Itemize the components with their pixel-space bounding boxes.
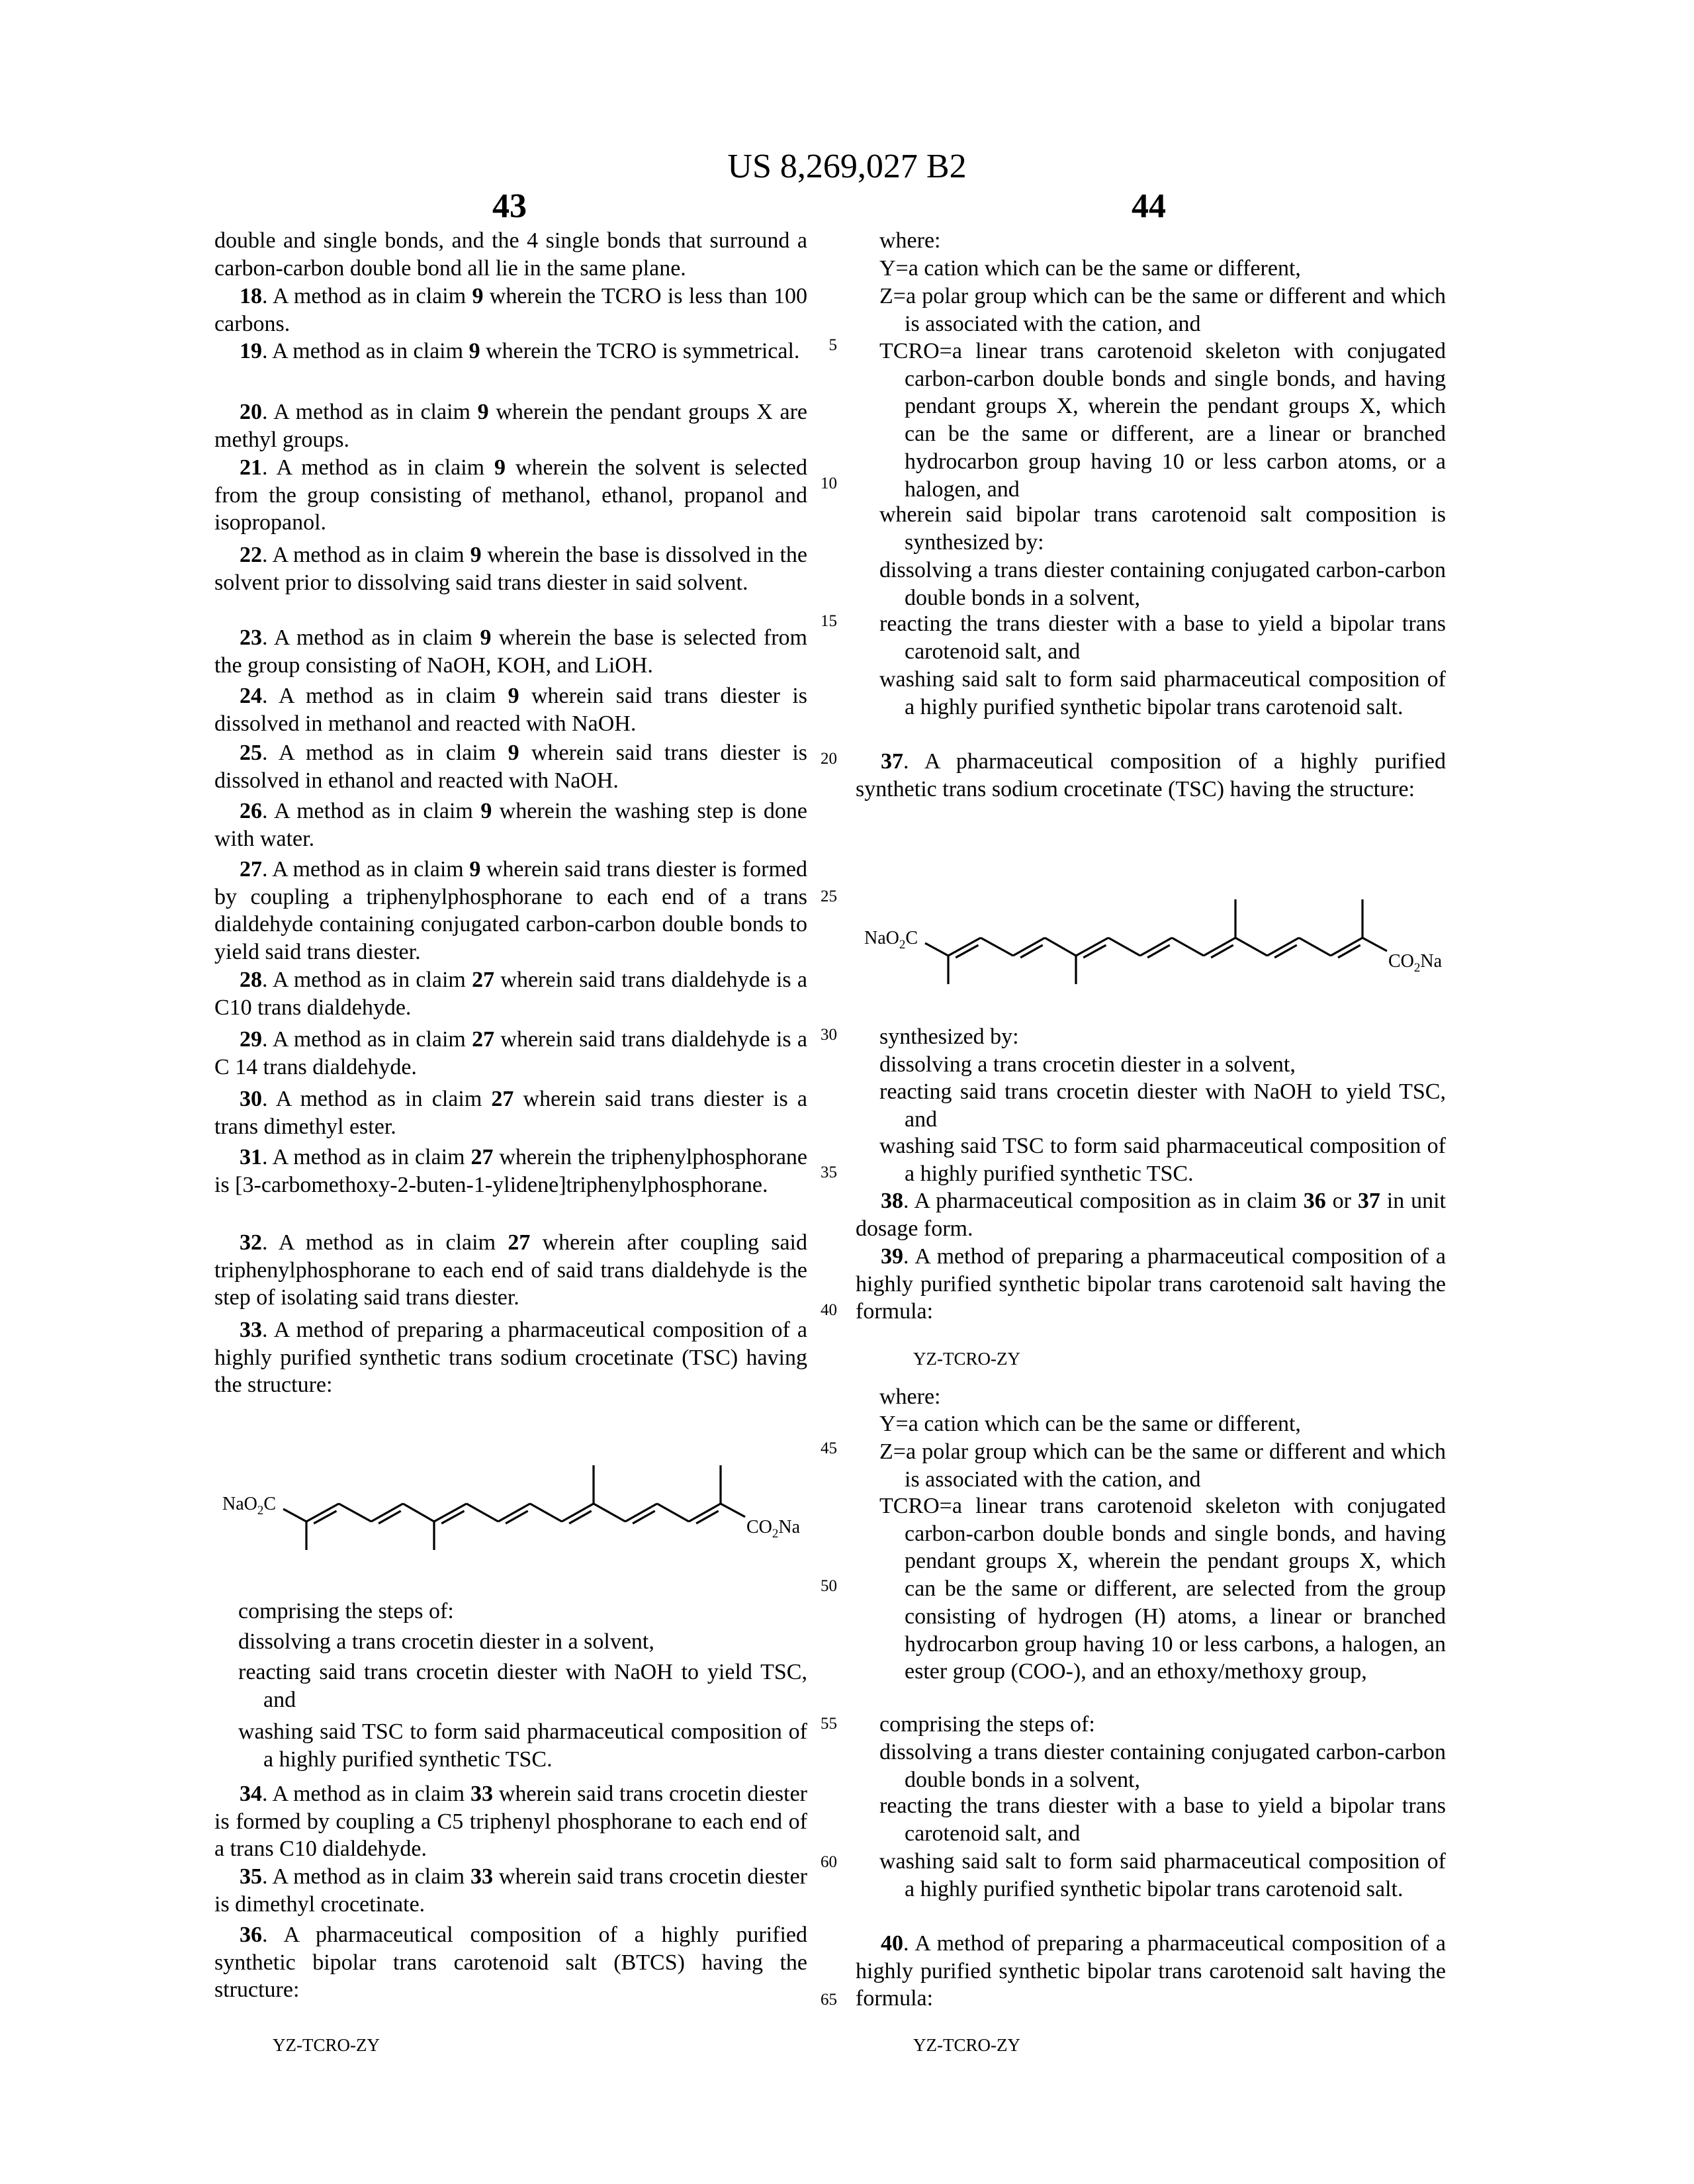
subscript: 2 bbox=[899, 938, 906, 952]
paragraph bbox=[856, 1438, 1446, 1493]
claim-text: . A method of preparing a pharmaceutical composition of a highly purified synthetic bipolar trans carotenoid salt having the formula: bbox=[856, 1931, 1446, 2011]
double-bond-inner bbox=[1020, 945, 1043, 958]
claim-text: wherein the TCRO is less than 100 carbons. bbox=[214, 284, 807, 336]
double-bond-inner bbox=[1147, 945, 1170, 958]
line-number: 30 bbox=[804, 1026, 837, 1044]
claim-text: reacting the trans diester with a base to yield a bipolar trans carotenoid salt, and bbox=[879, 612, 1446, 664]
paragraph bbox=[856, 1410, 1446, 1438]
claim-number: 20 bbox=[240, 400, 262, 424]
claim-24 bbox=[214, 682, 807, 737]
claim-text: . A method as in claim bbox=[262, 799, 480, 823]
claim-text: wherein the base is selected from the group consisting of NaOH, KOH, and LiOH. bbox=[214, 625, 807, 678]
label-part: C bbox=[263, 1494, 276, 1514]
claim-text: . A method as in claim bbox=[262, 1145, 471, 1169]
claim-text: YZ-TCRO-ZY bbox=[913, 1349, 1020, 1369]
claim-text: washing said salt to form said pharmaceutical composition of a highly purified synthetic bipolar trans carotenoid salt. bbox=[879, 1849, 1446, 1901]
left-page-number: 43 bbox=[443, 187, 576, 226]
paragraph bbox=[856, 1051, 1446, 1079]
claim-reference: 33 bbox=[470, 1782, 493, 1806]
claim-number: 38 bbox=[881, 1189, 903, 1213]
claim-text: wherein after coupling said triphenylphosphorane to each end of said trans dialdehyde is the step of isolating said trans diester. bbox=[214, 1230, 807, 1310]
claim-reference: 9 bbox=[494, 455, 506, 480]
formula bbox=[913, 1345, 1020, 1373]
claim-text: YZ-TCRO-ZY bbox=[913, 2035, 1020, 2055]
claim-reference: 27 bbox=[471, 1145, 494, 1169]
paragraph bbox=[856, 1383, 1446, 1411]
claim-text: dissolving a trans diester containing conjugated carbon-carbon double bonds in a solvent, bbox=[879, 1740, 1446, 1792]
double-bond-inner bbox=[956, 945, 978, 958]
tsc-structure-right bbox=[854, 877, 1449, 986]
line-number: 45 bbox=[804, 1439, 837, 1458]
label-part: NaO bbox=[222, 1494, 257, 1514]
claim-34 bbox=[214, 1780, 807, 1863]
single-bond bbox=[339, 1504, 371, 1522]
claim-text: wherein said bipolar trans carotenoid salt composition is synthesized by: bbox=[879, 502, 1446, 555]
label-part: CO bbox=[1388, 951, 1414, 972]
paragraph bbox=[214, 1628, 807, 1656]
right-carboxylate-label bbox=[1388, 951, 1443, 975]
paragraph bbox=[856, 1711, 1446, 1739]
claim-number: 35 bbox=[240, 1864, 262, 1889]
claim-text: . A method as in claim bbox=[262, 857, 469, 882]
claim-text: in unit dosage form. bbox=[856, 1189, 1446, 1241]
double-bond-inner bbox=[506, 1511, 528, 1524]
claim-reference: 9 bbox=[478, 400, 489, 424]
paragraph bbox=[856, 283, 1446, 338]
single-bond bbox=[594, 1504, 625, 1522]
claim-text: . A method as in claim bbox=[262, 968, 472, 992]
claim-37 bbox=[856, 748, 1446, 803]
claim-text: wherein said trans diester is dissolved in methanol and reacted with NaOH. bbox=[214, 684, 807, 736]
claim-text: wherein said trans crocetin diester is dimethyl crocetinate. bbox=[214, 1864, 807, 1917]
claim-22 bbox=[214, 541, 807, 596]
claim-text: . A method as in claim bbox=[262, 543, 470, 567]
claim-reference: 9 bbox=[480, 625, 491, 650]
claim-text: washing said TSC to form said pharmaceutical composition of a highly purified synthetic TSC. bbox=[238, 1719, 807, 1772]
claim-number: 30 bbox=[240, 1087, 262, 1111]
double-bond-inner bbox=[1211, 945, 1233, 958]
line-number: 50 bbox=[804, 1577, 837, 1596]
claim-text: reacting said trans crocetin diester with NaOH to yield TSC, and bbox=[879, 1079, 1446, 1132]
claim-text: TCRO=a linear trans carotenoid skeleton with conjugated carbon-carbon double bonds and single bonds, and having pendant groups X, wherein the pendant groups X, which can be the same or different, are a linear or branched hydrocarbon group having 10 or less carbon atoms, or a halogen, and bbox=[879, 339, 1446, 502]
paragraph bbox=[856, 227, 1446, 255]
label-part: NaO bbox=[864, 928, 899, 948]
double-bond-inner bbox=[569, 1511, 592, 1524]
claim-text: YZ-TCRO-ZY bbox=[273, 2035, 380, 2055]
claim-28 bbox=[214, 966, 807, 1021]
single-bond bbox=[1045, 938, 1076, 956]
claim-text: . A method as in claim bbox=[262, 284, 472, 308]
paragraph bbox=[214, 1659, 807, 1713]
line-number: 55 bbox=[804, 1715, 837, 1733]
claim-number: 37 bbox=[881, 749, 903, 774]
label-part: Na bbox=[778, 1517, 800, 1537]
single-bond bbox=[1235, 938, 1267, 956]
paragraph bbox=[856, 1132, 1446, 1187]
line-number: 40 bbox=[804, 1301, 837, 1320]
single-bond bbox=[283, 1509, 306, 1522]
claim-36 bbox=[214, 1921, 807, 2004]
claim-19 bbox=[214, 338, 807, 365]
claim-text: comprising the steps of: bbox=[879, 1712, 1095, 1737]
claim-text: wherein said trans dialdehyde is a C10 trans dialdehyde. bbox=[214, 968, 807, 1020]
line-number: 20 bbox=[804, 750, 837, 768]
claim-27 bbox=[214, 856, 807, 966]
claim-text: wherein the solvent is selected from the group consisting of methanol, ethanol, propanol and isopropanol. bbox=[214, 455, 807, 535]
claim-reference: 9 bbox=[469, 339, 480, 363]
crocetinate-skeleton bbox=[212, 1443, 807, 1552]
claim-reference: 27 bbox=[472, 968, 494, 992]
single-bond bbox=[657, 1504, 689, 1522]
double-bond-inner bbox=[314, 1511, 336, 1524]
claim-number: 26 bbox=[240, 799, 262, 823]
claim-text: washing said salt to form said pharmaceutical composition of a highly purified synthetic bipolar trans carotenoid salt. bbox=[879, 667, 1446, 719]
claim-number: 21 bbox=[240, 455, 262, 480]
claim-text: wherein said trans dialdehyde is a C 14 trans dialdehyde. bbox=[214, 1027, 807, 1079]
single-bond bbox=[925, 943, 948, 956]
claim-reference: 9 bbox=[472, 284, 483, 308]
claim-text: . A method as in claim bbox=[262, 625, 480, 650]
paragraph bbox=[856, 1492, 1446, 1686]
claim-reference: 9 bbox=[470, 543, 482, 567]
line-number: 5 bbox=[804, 336, 837, 355]
claim-number: 24 bbox=[240, 684, 262, 708]
tsc-structure-left bbox=[212, 1443, 807, 1552]
claim-text: wherein the TCRO is symmetrical. bbox=[480, 339, 800, 363]
claim-text: Y=a cation which can be the same or different, bbox=[879, 256, 1301, 281]
claim-number: 25 bbox=[240, 741, 262, 765]
double-bond-inner bbox=[1338, 945, 1360, 958]
patent-number: US 8,269,027 B2 bbox=[0, 147, 1694, 186]
paragraph bbox=[856, 610, 1446, 665]
paragraph bbox=[856, 1078, 1446, 1133]
claim-text: or bbox=[1326, 1189, 1358, 1213]
claim-26 bbox=[214, 797, 807, 852]
double-bond-inner bbox=[379, 1511, 401, 1524]
claim-text: synthesized by: bbox=[879, 1024, 1019, 1049]
claim-number: 36 bbox=[240, 1923, 262, 1947]
claim-text: wherein said trans diester is formed by coupling a triphenylphosphorane to each end of a trans dialdehyde containing conjugated carbon-carbon double bonds to yield said trans diester. bbox=[214, 857, 807, 964]
paragraph bbox=[856, 1848, 1446, 1903]
paragraph bbox=[856, 338, 1446, 503]
claim-text: wherein the base is dissolved in the solvent prior to dissolving said trans diester in said solvent. bbox=[214, 543, 807, 595]
claim-reference: 33 bbox=[470, 1864, 493, 1889]
claim-text: . A method as in claim bbox=[262, 1027, 472, 1052]
claim-18 bbox=[214, 283, 807, 338]
claim-reference: 36 bbox=[1304, 1189, 1326, 1213]
claim-text: where: bbox=[879, 228, 941, 253]
claim-text: . A method of preparing a pharmaceutical composition of a highly purified synthetic bipolar trans carotenoid salt having the formula: bbox=[856, 1244, 1446, 1324]
paragraph bbox=[856, 1739, 1446, 1794]
claim-reference: 37 bbox=[1358, 1189, 1380, 1213]
claim-text: wherein said trans diester is dissolved in ethanol and reacted with NaOH. bbox=[214, 741, 807, 793]
claim-text: comprising the steps of: bbox=[238, 1599, 454, 1623]
paragraph bbox=[856, 501, 1446, 556]
formula bbox=[273, 2032, 380, 2060]
claim-text: . A method as in claim bbox=[262, 1087, 491, 1111]
claim-text: wherein the triphenylphosphorane is [3-carbomethoxy-2-buten-1-ylidene]triphenylphosphorane. bbox=[214, 1145, 807, 1197]
claim-text: . A pharmaceutical composition as in claim bbox=[903, 1189, 1304, 1213]
double-bond-inner bbox=[1083, 945, 1106, 958]
claim-text: dissolving a trans crocetin diester in a solvent, bbox=[879, 1052, 1296, 1077]
claim-text: wherein the pendant groups X are methyl groups. bbox=[214, 400, 807, 452]
claim-number: 34 bbox=[240, 1782, 262, 1806]
claim-text: . A method as in claim bbox=[262, 1782, 470, 1806]
claim-38 bbox=[856, 1187, 1446, 1242]
right-carboxylate-label bbox=[746, 1517, 801, 1541]
claim-text: Z=a polar group which can be the same or different and which is associated with the cation, and bbox=[879, 1439, 1446, 1492]
line-number: 25 bbox=[804, 887, 837, 906]
claim-reference: 9 bbox=[480, 799, 492, 823]
claim-text: . A method as in claim bbox=[262, 684, 508, 708]
claim-text: . A pharmaceutical composition of a highly purified synthetic bipolar trans carotenoid salt (BTCS) having the structure: bbox=[214, 1923, 807, 2002]
subscript: 2 bbox=[257, 1504, 264, 1518]
single-bond bbox=[467, 1504, 498, 1522]
claim-reference: 27 bbox=[472, 1027, 494, 1052]
claim-text: washing said TSC to form said pharmaceutical composition of a highly purified synthetic TSC. bbox=[879, 1134, 1446, 1186]
line-number: 35 bbox=[804, 1163, 837, 1182]
claim-20 bbox=[214, 398, 807, 453]
single-bond bbox=[981, 938, 1013, 956]
label-part: Na bbox=[1420, 951, 1442, 972]
label-part: C bbox=[905, 928, 918, 948]
claim-text: where: bbox=[879, 1385, 941, 1409]
claim-text: dissolving a trans crocetin diester in a solvent, bbox=[238, 1629, 654, 1654]
claim-text: . A method as in claim bbox=[262, 455, 494, 480]
claim-text: dissolving a trans diester containing conjugated carbon-carbon double bonds in a solvent, bbox=[879, 558, 1446, 610]
claim-text: . A method as in claim bbox=[262, 741, 508, 765]
claim-23 bbox=[214, 624, 807, 679]
claim-number: 28 bbox=[240, 968, 262, 992]
paragraph bbox=[856, 1792, 1446, 1847]
single-bond bbox=[1299, 938, 1331, 956]
claim-text: . A pharmaceutical composition of a highly purified synthetic trans sodium crocetinate (TSC) having the structure: bbox=[856, 749, 1446, 801]
claim-reference: 9 bbox=[508, 684, 519, 708]
claim-reference: 27 bbox=[508, 1230, 530, 1255]
claim-text: . A method as in claim bbox=[262, 339, 469, 363]
claim-number: 33 bbox=[240, 1318, 262, 1342]
crocetinate-skeleton bbox=[854, 877, 1449, 986]
claim-text: reacting the trans diester with a base to yield a bipolar trans carotenoid salt, and bbox=[879, 1794, 1446, 1846]
label-part: CO bbox=[746, 1517, 772, 1537]
claim-40 bbox=[856, 1930, 1446, 2013]
claim-text: wherein the washing step is done with water. bbox=[214, 799, 807, 851]
claim-25 bbox=[214, 739, 807, 794]
claim-text: wherein said trans diester is a trans dimethyl ester. bbox=[214, 1087, 807, 1139]
claim-reference: 27 bbox=[491, 1087, 513, 1111]
left-carboxylate-label bbox=[222, 1494, 276, 1518]
line-number: 60 bbox=[804, 1853, 837, 1872]
claim-31 bbox=[214, 1144, 807, 1199]
single-bond bbox=[1172, 938, 1204, 956]
claim-text: Z=a polar group which can be the same or different and which is associated with the cation, and bbox=[879, 284, 1446, 336]
claim-number: 18 bbox=[240, 284, 262, 308]
claim-text: double and single bonds, and the 4 single bonds that surround a carbon-carbon double bond all lie in the same plane. bbox=[214, 228, 807, 281]
double-bond-inner bbox=[441, 1511, 464, 1524]
paragraph bbox=[856, 557, 1446, 612]
claim-number: 39 bbox=[881, 1244, 903, 1269]
claim-number: 27 bbox=[240, 857, 262, 882]
formula bbox=[913, 2032, 1020, 2060]
paragraph bbox=[856, 666, 1446, 721]
line-number: 10 bbox=[804, 475, 837, 493]
subscript: 2 bbox=[1414, 961, 1421, 975]
claim-39 bbox=[856, 1243, 1446, 1326]
claim-reference: 9 bbox=[508, 741, 519, 765]
left-carboxylate-label bbox=[864, 928, 918, 952]
claim-35 bbox=[214, 1863, 807, 1918]
claim-text: . A method as in claim bbox=[262, 1864, 470, 1889]
double-bond-inner bbox=[696, 1511, 719, 1524]
claim-text: TCRO=a linear trans carotenoid skeleton with conjugated carbon-carbon double bonds and single bonds, and having pendant groups X, wherein the pendant groups X, which can be the same or different, are selected from the group consisting of hydrogen (H) atoms, a linear or branched hydrocarbon group having 10 or less carbons, a halogen, an ester group (COO-), and an ethoxy/methoxy group, bbox=[879, 1494, 1446, 1684]
claim-text: . A method of preparing a pharmaceutical composition of a highly purified synthetic trans sodium crocetinate (TSC) having the structure: bbox=[214, 1318, 807, 1397]
claim-text: . A method as in claim bbox=[262, 400, 478, 424]
single-bond bbox=[1108, 938, 1140, 956]
claim-30 bbox=[214, 1085, 807, 1140]
claim-number: 31 bbox=[240, 1145, 262, 1169]
single-bond bbox=[530, 1504, 562, 1522]
single-bond bbox=[403, 1504, 434, 1522]
claim-number: 19 bbox=[240, 339, 262, 363]
single-bond bbox=[1362, 938, 1387, 951]
claim-text: Y=a cation which can be the same or different, bbox=[879, 1412, 1301, 1436]
claim-number: 29 bbox=[240, 1027, 262, 1052]
claim-text: wherein said trans crocetin diester is formed by coupling a C5 triphenyl phosphorane to each end of a trans C10 dialdehyde. bbox=[214, 1782, 807, 1861]
claim-text: reacting said trans crocetin diester with NaOH to yield TSC, and bbox=[238, 1660, 807, 1712]
line-number: 65 bbox=[804, 1991, 837, 2009]
right-page-number: 44 bbox=[1083, 187, 1215, 226]
claim-21 bbox=[214, 454, 807, 537]
claim-text: . A method as in claim bbox=[262, 1230, 508, 1255]
paragraph bbox=[214, 227, 807, 282]
double-bond-inner bbox=[633, 1511, 655, 1524]
claim-29 bbox=[214, 1026, 807, 1081]
paragraph bbox=[214, 1718, 807, 1773]
claim-32 bbox=[214, 1229, 807, 1312]
line-number: 15 bbox=[804, 612, 837, 631]
double-bond-inner bbox=[1274, 945, 1297, 958]
subscript: 2 bbox=[772, 1527, 779, 1541]
claim-33 bbox=[214, 1316, 807, 1399]
claim-reference: 9 bbox=[469, 857, 480, 882]
claim-number: 23 bbox=[240, 625, 262, 650]
paragraph bbox=[214, 1598, 807, 1625]
claim-number: 32 bbox=[240, 1230, 262, 1255]
paragraph bbox=[856, 255, 1446, 283]
single-bond bbox=[721, 1504, 745, 1517]
claim-number: 40 bbox=[881, 1931, 903, 1956]
paragraph bbox=[856, 1023, 1446, 1051]
claim-number: 22 bbox=[240, 543, 262, 567]
